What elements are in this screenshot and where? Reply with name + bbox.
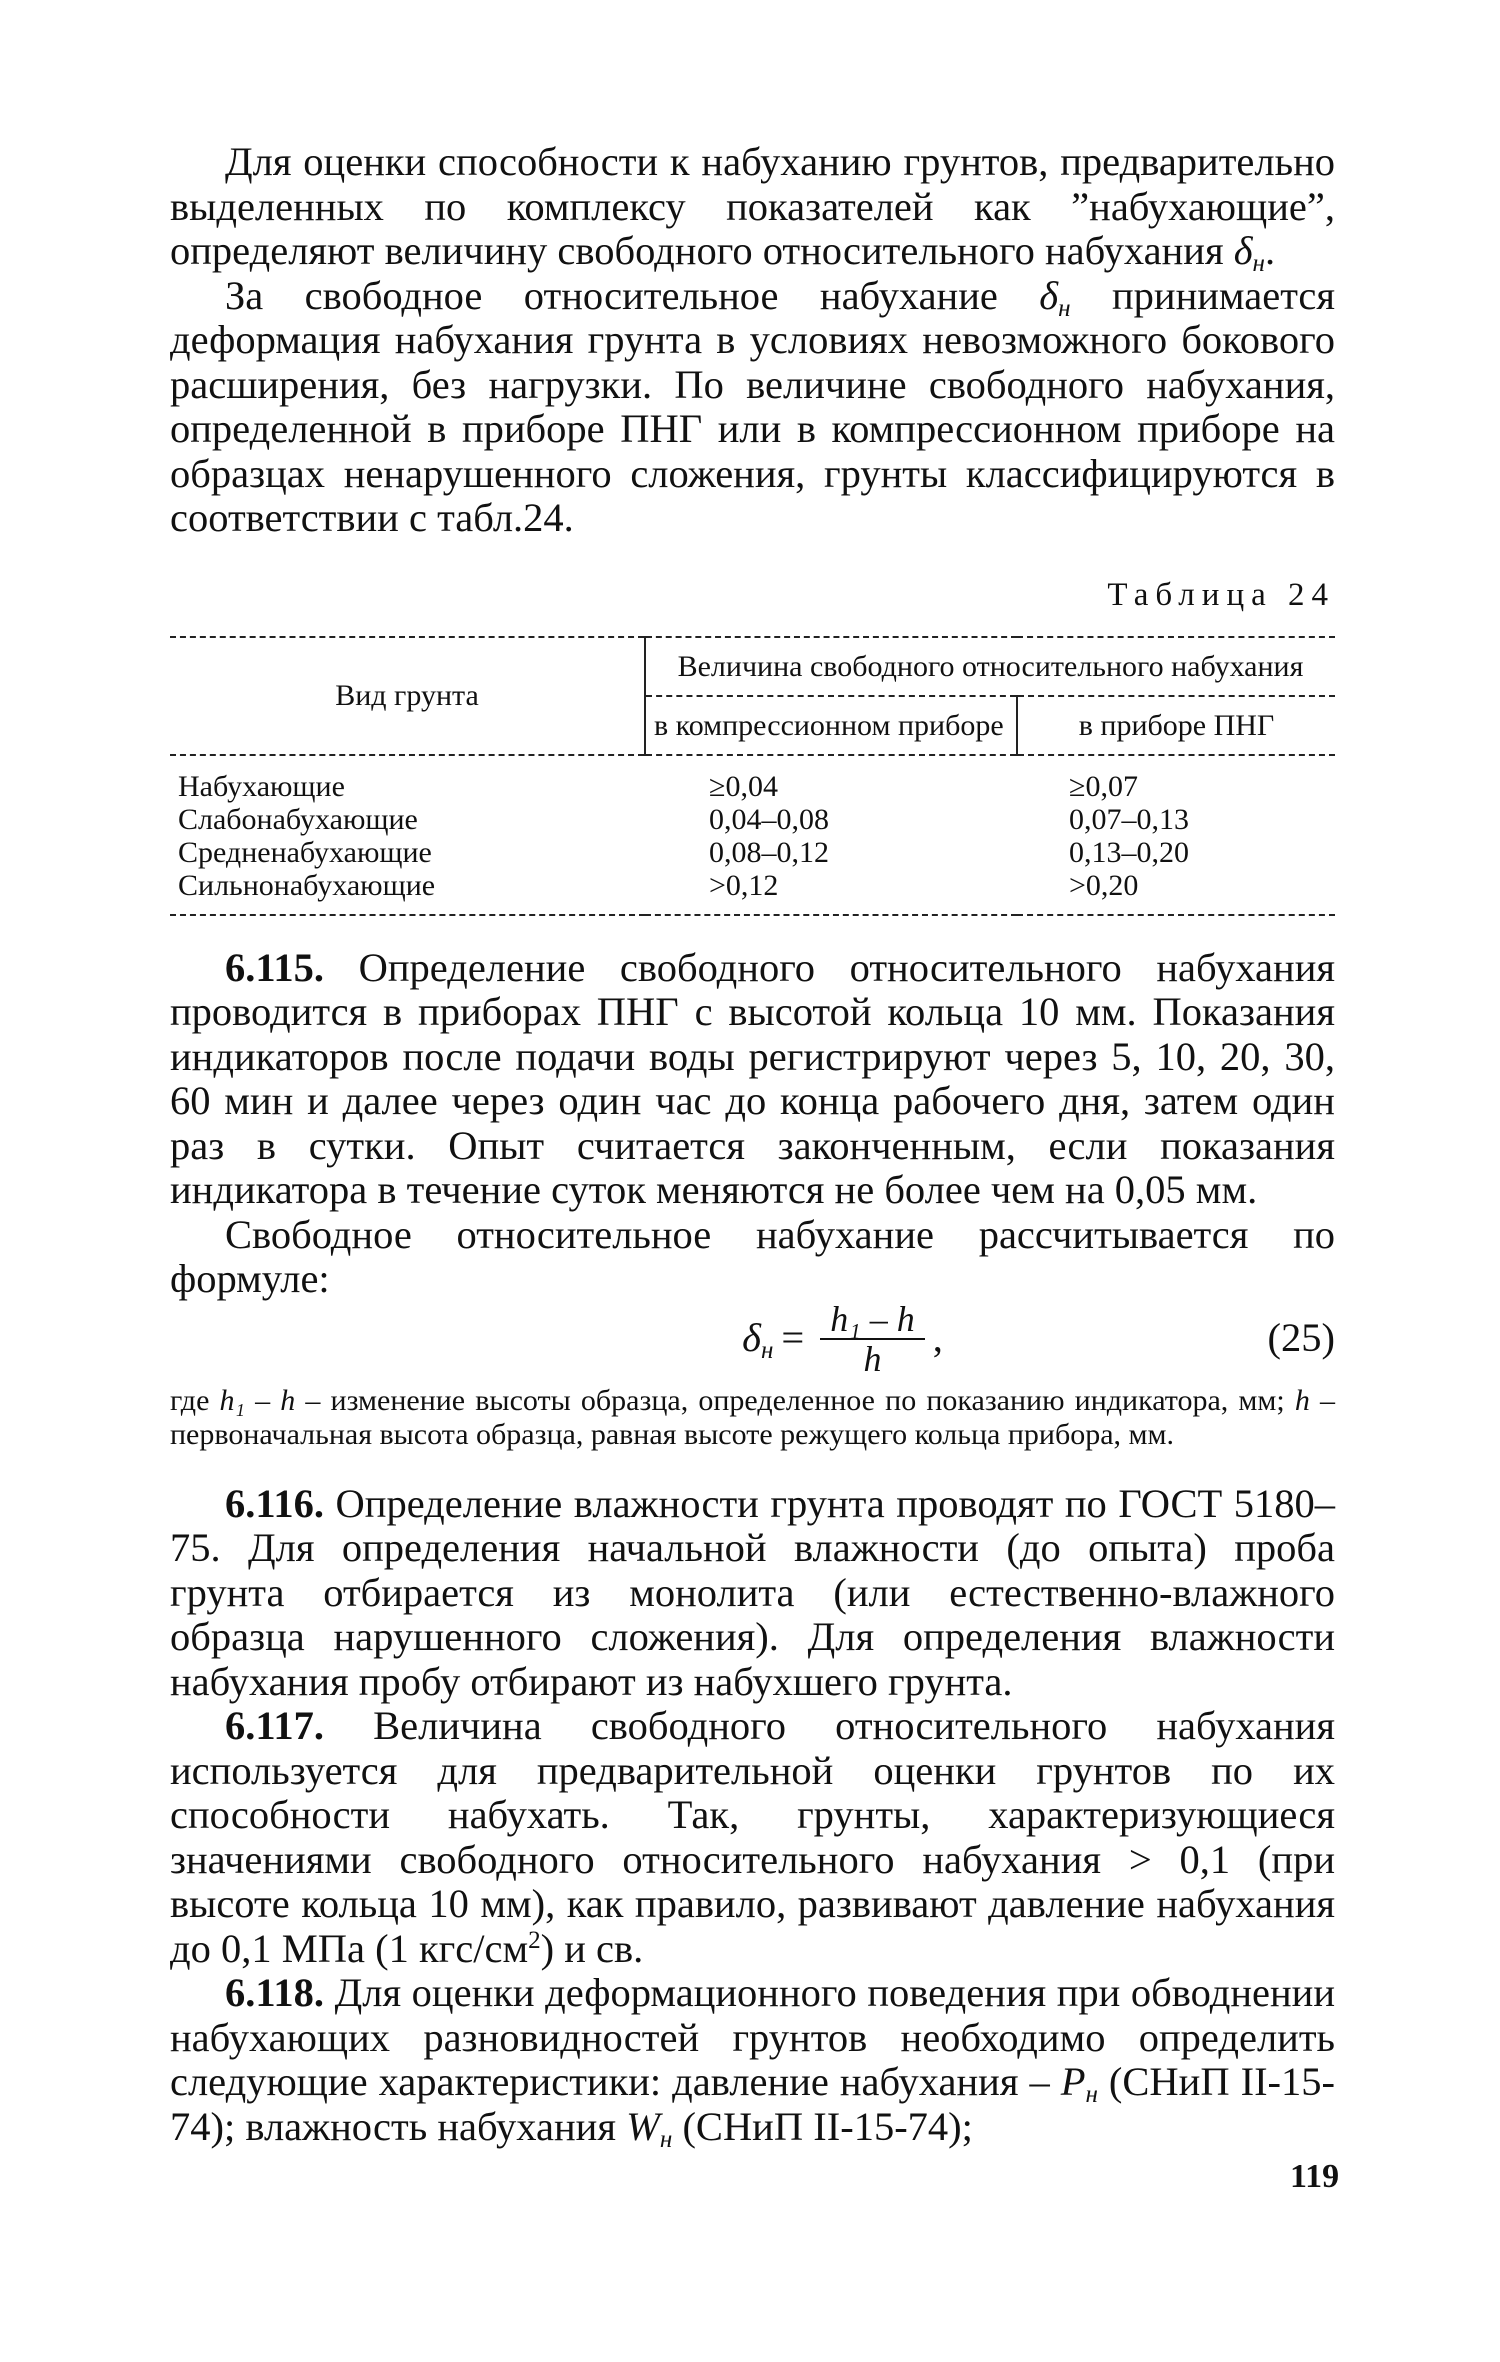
table-row: Сильнонабухающие >0,12 >0,20	[170, 869, 1335, 915]
formula-expression: $\delta_н$ = $\frac{\text{h₁ – h}}{h}$ ,	[742, 1298, 943, 1379]
section-6-116: 6.116. Определение влажности грунта проводят по ГОСТ 5180–75. Для определения начальной влажности (до опыта) проба грунта отбирается из монолита (или естественно-влажного образца нарушенного сложения). Для определения влажности набухания пробу отбирают из набухшего грунта.	[170, 1480, 1335, 1704]
section-6-118: 6.118. Для оценки деформационного поведения при обводнении набухающих разновидностей грунтов необходимо определить следующие характеристики: давление набухания – $P_н$ (СНиП II-15-74); влажность набухания $W_н$ (СНиП II-15-74);	[170, 1970, 1336, 2153]
page-number: 119	[1290, 2158, 1340, 2195]
symbol-p-h: $P_н$	[1060, 2059, 1098, 2109]
formula-note: где h₁ – h – изменение высоты образца, определенное по показанию индикатора, мм; h – первоначальная высота образца, равная высоте режущего кольца прибора, мм.	[170, 1383, 1336, 1451]
paragraph-definition: За свободное относительное набухание $\delta_н$ принимается деформация набухания грунта в условиях невозможного бокового расширения, без нагрузки. По величине свободного набухания, определенной в приборе ПНГ или в компрессионном приборе на образцах ненарушенного сложения, грунты классифицируются в соответствии с табл.24.	[170, 272, 1336, 540]
table-row: Средненабухающие 0,08–0,12 0,13–0,20	[178, 835, 1189, 869]
document-page	[170, 139, 1336, 2153]
symbol-delta-h: $\delta_н$	[742, 1315, 774, 1365]
header-group: Величина свободного относительного набухания	[645, 637, 1335, 696]
formula-lead: Свободное относительное набухание рассчитывается по формуле:	[170, 1211, 1335, 1301]
symbol-delta-h: $\delta_н$	[1039, 272, 1071, 322]
header-compression: в компрессионном приборе	[645, 696, 1017, 755]
formula-number: (25)	[1267, 1315, 1335, 1361]
section-6-117: 6.117. Величина свободного относительного набухания используется для предварительной оценки грунтов по их способности набухать. Так, грунты, характеризующиеся значениями свободного относительного набухания > 0,1 (при высоте кольца 10 мм), как правило, развивают давление набухания до 0,1 МПа (1 кгс/$см^2$) и св.	[170, 1703, 1335, 1971]
symbol-delta-h: $\delta_н$	[1233, 228, 1265, 278]
formula-fraction: $\frac{\text{h₁ – h}}{h}$	[820, 1300, 925, 1378]
table-row: Слабонабухающие 0,04–0,08 0,07–0,13	[178, 802, 1189, 836]
section-number: 6.117.	[225, 1703, 325, 1748]
table-caption: Таблица 24	[1107, 576, 1335, 613]
swelling-table	[170, 636, 1335, 916]
section-number: 6.118.	[225, 1970, 325, 2015]
symbol-w-h: $W_н$	[626, 2103, 673, 2153]
header-soil-type: Вид грунта	[170, 637, 645, 755]
formula-25	[170, 1300, 1335, 1378]
section-6-115: 6.115. Определение свободного относительного набухания проводится в приборах ПНГ с высотой кольца 10 мм. Показания индикаторов после подачи воды регистрируют через 5, 10, 20, 30, 60 мин и далее через один час до конца рабочего дня, затем один раз в сутки. Опыт считается законченным, если показания индикатора в течение суток меняются не более чем на 0,05 мм.	[170, 944, 1335, 1212]
table-row: Набухающие ≥0,04 ≥0,07	[178, 769, 1138, 803]
header-png: в приборе ПНГ	[1017, 696, 1335, 755]
section-number: 6.116.	[225, 1480, 325, 1526]
section-number: 6.115.	[225, 944, 325, 990]
paragraph-intro: Для оценки способности к набуханию грунтов, предварительно выделенных по комплексу показателей как ”набухающие”, определяют величину свободного относительного набухания $\delta_н$.	[170, 139, 1335, 278]
